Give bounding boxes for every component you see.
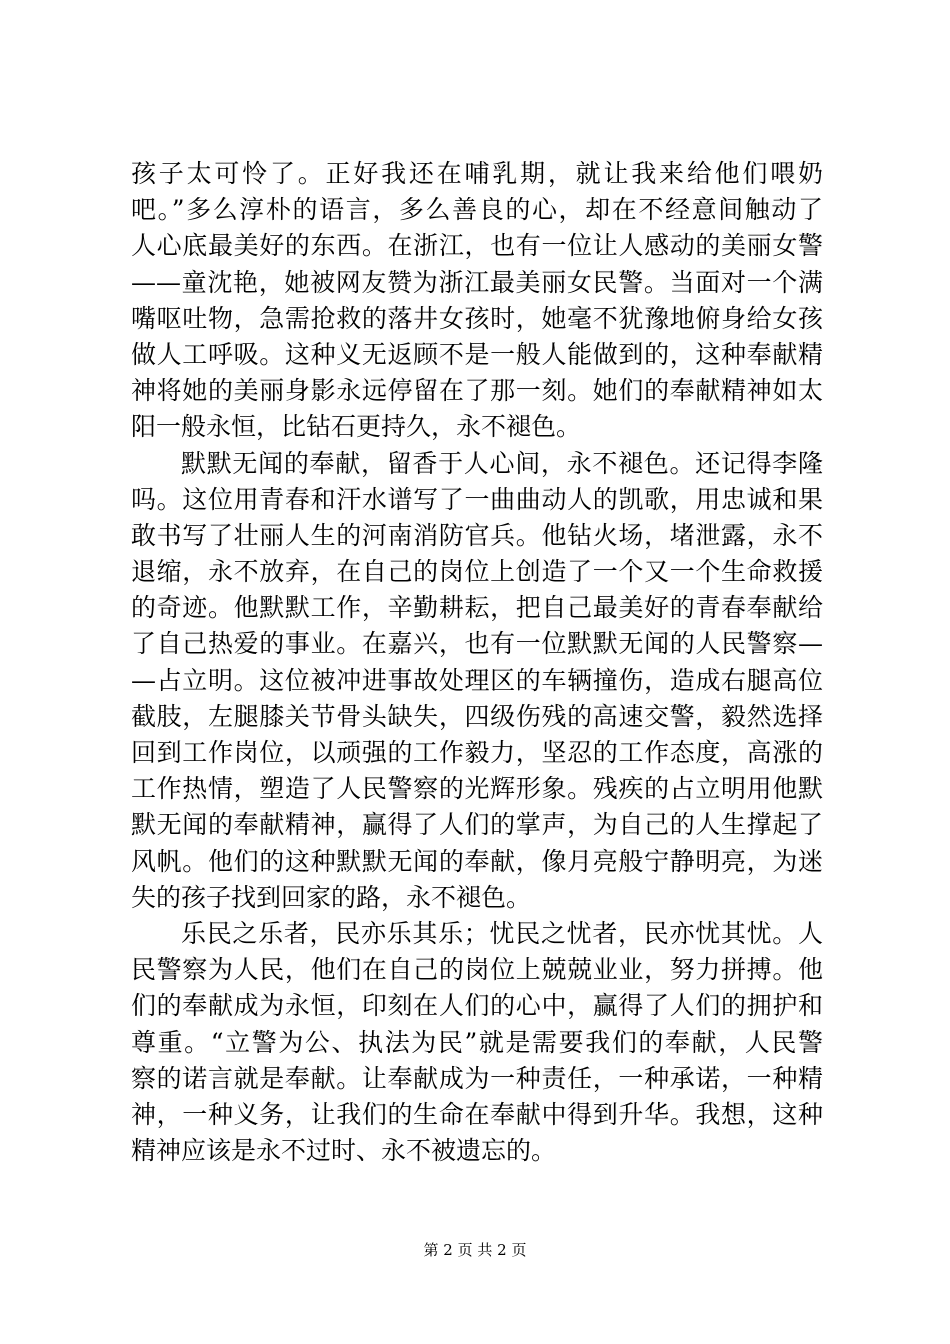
text-line: —占立明。这位被冲进事故处理区的车辆撞伤，造成右腿高位 [131, 665, 823, 695]
text-line: 做人工呼吸。这种义无返顾不是一般人能做到的，这种奉献精 [131, 339, 823, 369]
text-line: 乐民之乐者，民亦乐其乐；忧民之忧者，民亦忧其忧。人 [181, 918, 823, 948]
text-line: 默默无闻的奉献，留香于人心间，永不褪色。还记得李隆 [181, 448, 823, 478]
text-line: 敢书写了壮丽人生的河南消防官兵。他钻火场，堵泄露，永不 [131, 520, 823, 550]
text-line: 默无闻的奉献精神，赢得了人们的掌声，为自己的人生撑起了 [131, 810, 823, 840]
text-line: 孩子太可怜了。正好我还在哺乳期，就让我来给他们喂奶 [131, 159, 823, 188]
page-number-footer: 第 2 页 共 2 页 [423, 1241, 527, 1259]
text-line: 吗。这位用青春和汗水谱写了一曲曲动人的凯歌，用忠诚和果 [131, 484, 823, 514]
text-line: 失的孩子找到回家的路，永不褪色。 [131, 882, 532, 912]
text-line: 的奇迹。他默默工作，辛勤耕耘，把自己最美好的青春奉献给 [131, 593, 823, 623]
text-line: 民警察为人民，他们在自己的岗位上兢兢业业，努力拼搏。他 [131, 955, 823, 985]
text-line: 风帆。他们的这种默默无闻的奉献，像月亮般宁静明亮，为迷 [131, 846, 823, 876]
text-line: 截肢，左腿膝关节骨头缺失，四级伤残的高速交警，毅然选择 [131, 701, 823, 731]
text-line: 阳一般永恒，比钻石更持久，永不褪色。 [131, 412, 582, 442]
text-line: 了自己热爱的事业。在嘉兴，也有一位默默无闻的人民警察— [131, 629, 823, 659]
text-line: ——童沈艳，她被网友赞为浙江最美丽女民警。当面对一个满 [131, 267, 823, 297]
text-line: 尊重。“立警为公、执法为民”就是需要我们的奉献，人民警 [131, 1027, 823, 1057]
text-line: 神，一种义务，让我们的生命在奉献中得到升华。我想，这种 [131, 1099, 823, 1129]
body-text [131, 156, 823, 1169]
text-line: 回到工作岗位，以顽强的工作毅力，坚忍的工作态度，高涨的 [131, 738, 823, 767]
text-line: 神将她的美丽身影永远停留在了那一刻。她们的奉献精神如太 [131, 376, 823, 406]
text-line: 精神应该是永不过时、永不被遗忘的。 [131, 1136, 557, 1166]
text-line: 们的奉献成为永恒，印刻在人们的心中，赢得了人们的拥护和 [131, 991, 823, 1021]
text-line: 察的诺言就是奉献。让奉献成为一种责任，一种承诺，一种精 [131, 1063, 823, 1093]
text-line: 吧。”多么淳朴的语言，多么善良的心，却在不经意间触动了 [131, 195, 823, 225]
text-line: 人心底最美好的东西。在浙江，也有一位让人感动的美丽女警 [131, 231, 823, 261]
text-line: 退缩，永不放弃，在自己的岗位上创造了一个又一个生命救援 [131, 557, 823, 587]
text-line: 嘴呕吐物，急需抢救的落井女孩时，她毫不犹豫地俯身给女孩 [131, 303, 823, 333]
text-line: 工作热情，塑造了人民警察的光辉形象。残疾的占立明用他默 [131, 774, 823, 804]
